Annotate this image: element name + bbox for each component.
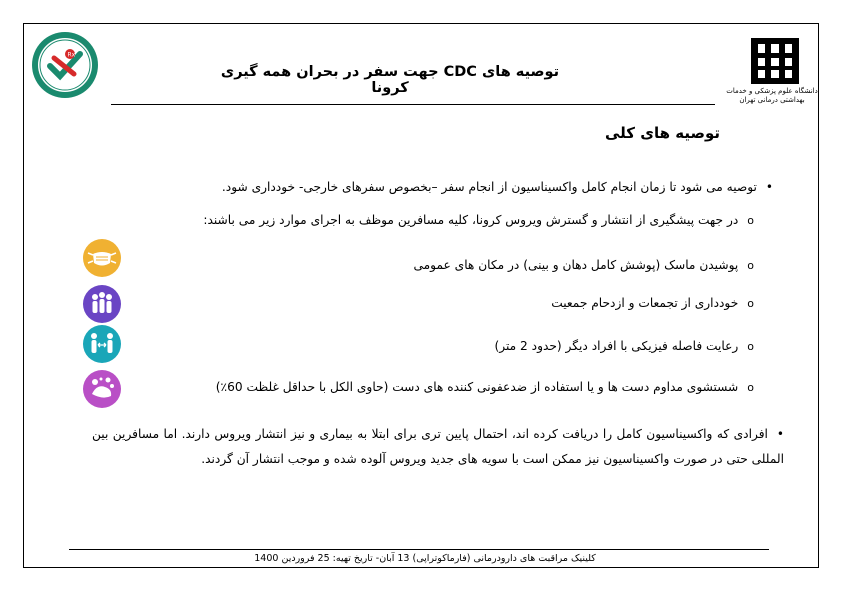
handwashing-icon — [83, 370, 121, 408]
page-title: توصیه های CDC جهت سفر در بحران همه گیری کرونا — [220, 64, 560, 96]
header-divider — [111, 104, 715, 105]
sub-bullet-marker: o — [747, 214, 754, 227]
sub-bullet-mask-text: پوشیدن ماسک (پوشش کامل دهان و بینی) در مکان های عمومی — [413, 258, 739, 272]
footer-divider — [69, 549, 769, 550]
sub-bullet-handwash-text: شستشوی مداوم دست ها و یا استفاده از ضدعفونی کننده های دست (حاوی الکل با حداقل غلظت 60٪) — [215, 380, 739, 394]
bullet-marker: • — [765, 180, 773, 194]
sub-bullet-intro-text: در جهت پیشگیری از انتشار و گسترش ویروس کرونا، کلیه مسافرین موظف به اجرای موارد زیر می باشند: — [203, 213, 739, 227]
footer-text: کلینیک مراقبت های دارودرمانی (فارماکوتراپی) 13 آبان- تاریخ تهیه: 25 فروردین 1400 — [254, 553, 596, 564]
sub-bullet-distance — [494, 339, 754, 353]
crowd-icon — [83, 285, 121, 323]
sub-bullet-crowd-text: خودداری از تجمعات و ازدحام جمعیت — [551, 296, 739, 310]
social-distance-icon — [83, 325, 121, 363]
sub-bullet-distance-text: رعایت فاصله فیزیکی با افراد دیگر (حدود 2 متر) — [494, 339, 739, 353]
section-heading: توصیه های کلی — [605, 124, 720, 142]
main-bullet-1 — [222, 180, 773, 194]
university-name-line1: دانشگاه علوم پزشکی و خدمات — [726, 87, 818, 95]
university-name-line2: بهداشتی درمانی تهران — [739, 96, 805, 104]
sub-bullet-handwash — [216, 380, 754, 394]
sub-bullet-marker: o — [747, 340, 754, 353]
sub-bullet-intro — [203, 213, 754, 227]
bullet-marker: • — [776, 427, 784, 441]
clinic-logo — [30, 30, 100, 100]
main-bullet-2-text: افرادی که واکسیناسیون کامل را دریافت کرده اند، احتمال پایین تری برای ابتلا به بیماری و نیز انتشار ویروس دارند. اما مسافرین بین المللی حتی در صورت واکسیناسیون نیز ممکن است با سویه های جدید ویروس آلوده شده و موجب انتشار آن گردند. — [92, 427, 784, 466]
university-logo — [749, 36, 801, 86]
university-name — [722, 87, 822, 105]
sub-bullet-marker: o — [747, 259, 754, 272]
main-bullet-1-text: توصیه می شود تا زمان انجام کامل واکسیناسیون از انجام سفر –بخصوص سفرهای خارجی- خودداری شود. — [221, 180, 757, 194]
sub-bullet-marker: o — [747, 297, 754, 310]
svg-text:Rx: Rx — [67, 51, 76, 59]
main-bullet-2 — [92, 422, 784, 472]
face-mask-icon — [83, 239, 121, 277]
sub-bullet-marker: o — [747, 381, 754, 394]
sub-bullet-mask — [413, 258, 754, 272]
sub-bullet-crowd — [551, 296, 754, 310]
